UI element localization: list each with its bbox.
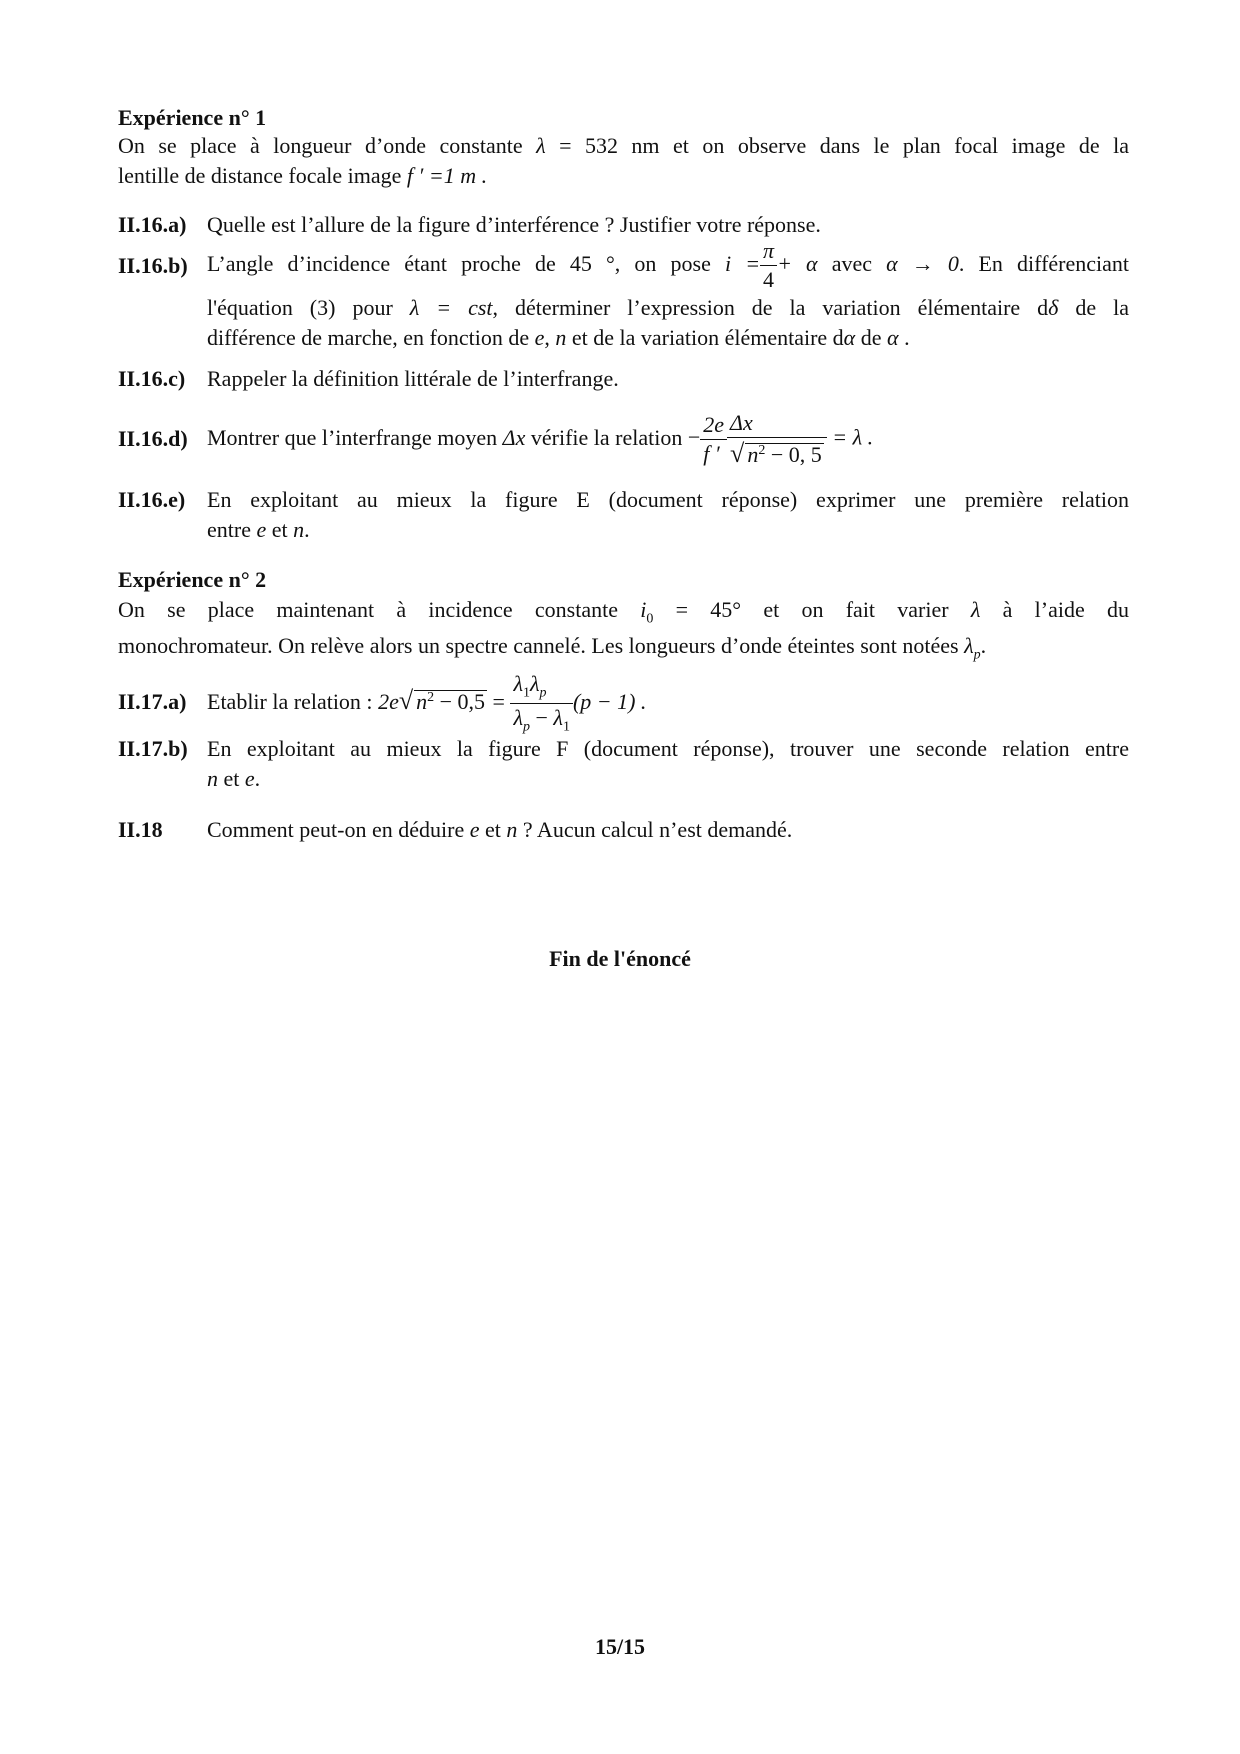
exp1-intro-line1: On se place à longueur d’onde constante λ = 532 nm et on observe dans le plan focal image de la (118, 133, 1129, 158)
question-line3: différence de marche, en fonction de e, n et de la variation élémentaire dα de α . (207, 325, 910, 350)
sqrt-symbol: √ (730, 439, 745, 469)
cannele-relation: 2e√ $n^2 - 0,5$ = $\frac{\lambda_1\lambda_p}{\lambda_p - \lambda_1}$ (p − 1) . (378, 671, 647, 735)
exp2-intro-line2: monochromateur. On relève alors un spectre cannelé. Les longueurs d’onde éteintes sont notées $\lambda_p$. (118, 633, 987, 663)
question-text (207, 237, 1129, 353)
exp2-intro (118, 595, 1129, 661)
interfringe-relation: − $\frac{2e}{f '}$ $\frac{\Delta x}{√ n^2 - 0, 5}$ = λ . (687, 410, 874, 469)
sqrt-symbol: √ (398, 686, 414, 715)
section-title-experience-2: Expérience n° 2 (118, 567, 267, 592)
question-label: II.16.d) (118, 426, 188, 451)
question-label: II.18 (118, 817, 163, 842)
focal-length-formula: f ′ =1 m . (406, 163, 488, 188)
page-number: 15/15 (594, 1634, 646, 1659)
2e-over-f-fraction: $\frac{2e}{f '}$ (700, 414, 727, 465)
question-II-18 (118, 815, 1129, 845)
question-II-16-d (118, 398, 1129, 478)
exp1-intro (118, 131, 1129, 191)
lambda-fraction: $\frac{\lambda_1\lambda_p}{\lambda_p - \lambda_1}$ (510, 673, 572, 735)
question-label: II.16.b) (118, 253, 188, 278)
pi-over-4-fraction: $\frac{\pi}{4}$ (760, 240, 777, 291)
question-II-16-e (118, 485, 1129, 545)
question-label: II.16.c) (118, 366, 186, 391)
question-text: Rappeler la définition littérale de l’interfrange. (207, 366, 619, 391)
question-line2: l'équation (3) pour λ = cst, déterminer l’expression de la variation élémentaire dδ de la (207, 295, 1130, 320)
exp2-intro-line1: On se place maintenant à incidence constante $i_0 = 45^\circ$ et on fait varier λ à l’aide du (118, 597, 1129, 627)
question-text: Comment peut-on en déduire e et n ? Aucun calcul n’est demandé. (207, 817, 793, 842)
exp1-intro-line2: lentille de distance focale image f ′ =1 m . (118, 163, 488, 188)
question-text: Etablir la relation : 2e√ $n^2 - 0,5$ = $\frac{\lambda_1\lambda_p}{\lambda_p - \lambda_1}$ (p − 1) . (207, 671, 647, 735)
question-line1: L’angle d’incidence étant proche de 45 °, on pose i = $\frac{\pi}{4}$ + α avec α → 0. En différenciant (207, 238, 1130, 293)
question-II-16-c (118, 364, 1129, 394)
question-II-16-b (118, 238, 1130, 361)
end-of-statement: Fin de l'énoncé (549, 946, 691, 971)
question-text: En exploitant au mieux la figure E (document réponse) exprimer une première relation entre e et n. (207, 487, 1129, 542)
deltax-over-sqrt-fraction: $\frac{\Delta x}{√ n^2 - 0, 5}$ (727, 412, 827, 467)
question-text: En exploitant au mieux la figure F (document réponse), trouver une seconde relation entre n et e. (207, 736, 1129, 791)
question-text: Montrer que l’interfrange moyen Δx vérifie la relation − $\frac{2e}{f '}$ $\frac{\Delta x}{√ n^2 - 0, 5}$ = λ . (207, 410, 874, 469)
question-II-17-b (118, 734, 1129, 794)
question-label: II.16.a) (118, 212, 187, 237)
question-II-17-a (118, 671, 1129, 735)
question-label: II.17.b) (118, 736, 188, 761)
question-label: II.17.a) (118, 689, 187, 714)
section-title-experience-1: Expérience n° 1 (118, 105, 267, 130)
question-label: II.16.e) (118, 487, 186, 512)
question-II-16-a (118, 210, 1129, 240)
question-text: Quelle est l’allure de la figure d’interférence ? Justifier votre réponse. (207, 212, 821, 237)
